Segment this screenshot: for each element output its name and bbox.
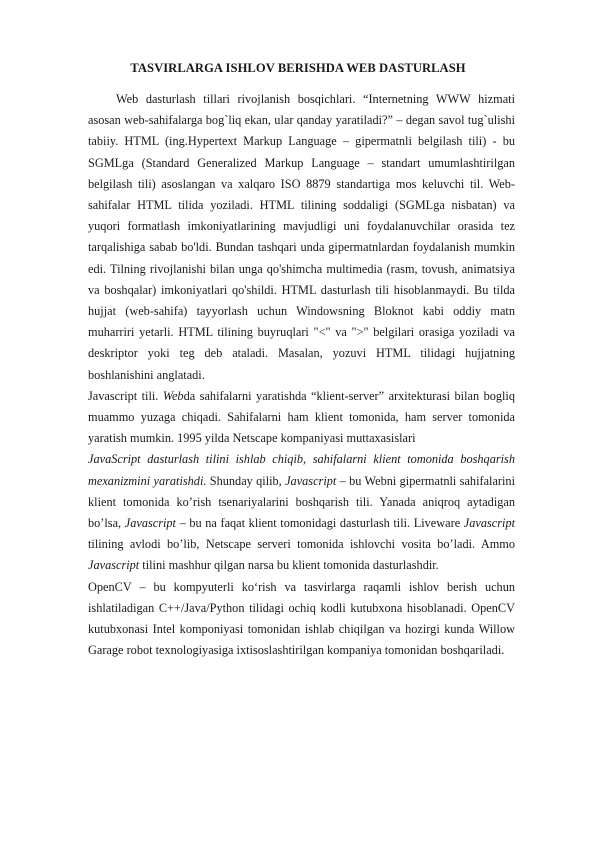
italic-text: Javascript [463,516,516,531]
paragraph-text: – bu Webni gipermatnli sahifalarini klient tomonida ko’rish tsenariyalarini boshqarish tili. Yanada aniqroq aytadigan bo’lsa, [88,473,515,531]
italic-text: Web [162,388,184,403]
paragraph-text: tilini mashhur qilgan narsa bu klient tomonida dasturlashdir. [139,558,439,573]
paragraph-opencv: OpenCV – bu kompyuterli ko‘rish va tasvirlarga raqamli ishlov berish uchun ishlatiladigan C++/Java/Python tilidagi ochiq kodli kutubxona hisoblanadi. OpenCV kutubxonasi Intel komponiyasi tomonidan ishlab chiqilgan va hozirgi kunda Willow Garage robot texnologiyasiga ixtisoslashtirilgan kompaniya tomonidan boshqariladi. [88,579,515,658]
paragraph-text: – bu na faqat klient tomonidagi dasturlash tili. Liveware [175,516,464,531]
document-body [88,89,515,661]
paragraph-javascript-details [88,449,515,576]
paragraph-html: Web dasturlash tillari rivojlanish bosqichlari. “Internetning WWW hizmati asosan web-sahifalarga bog`liq ekan, ular qanday yaratiladi?” – degan savol tug`ulishi tabiiy. HTML (ing.Hypertext Markup Language – gipermatnli belgilash tili) - bu SGMLga (Standard Generalized Markup Language – standart umumlashtirilgan belgilash tili) asoslangan va xalqaro ISO 8879 standartiga mos keluvchi til. Web-sahifalar HTML tilida yoziladi. HTML tilining soddaligi (SGMLga nisbatan) va yuqori formatlash imkoniyatlarining mavjudligi uni foydalanuvchilar orasida tez tarqalishiga sabab bo'ldi. Bundan tashqari unda gipermatnlardan foydalanish mumkin edi. Tilning rivojlanishi bilan unga qo'shimcha multimedia (rasm, tovush, animatsiya va boshqalar) imkoniyatlari qo'shildi. HTML dasturlash tili hisoblanmaydi. Bu tilda hujjat (web-sahifa) tayyorlash uchun Windowsning Bloknot kabi oddiy matn muharriri yetarli. HTML tilining buyruqlari "<" va ">" belgilari orasiga yoziladi va deskriptor yoki teg deb ataladi. Masalan, yozuvi HTML tilidagi hujjatning boshlanishini anglatadi. [88,92,515,382]
document-title: TASVIRLARGA ISHLOV BERISHDA WEB DASTURLASH [130,61,466,75]
italic-text: JavaScript dasturlash tilini ishlab chiqib, sahifalarni klient tomonida boshqarish mexanizmini yaratishdi. [88,452,515,488]
paragraph-text: Javascript tili. [88,388,163,403]
paragraph-javascript-intro [88,386,515,450]
paragraph-text: Shunday qilib, [206,473,286,488]
paragraph-text: tilining avlodi bo’lib, Netscape serveri tomonida ishlovchi vosita bo’ladi. Ammo [88,537,515,552]
paragraph-text: da sahifalarni yaratishda “klient-server” arxitekturasi bilan bogliq muammo yuzaga chiqadi. Sahifalarni ham klient tomonida, ham server tomonida yaratish mumkin. 1995 yilda Netscape kompaniyasi muttaxasislari [88,388,515,446]
italic-text: Javascript [88,558,140,573]
italic-text: Javascript [285,473,337,488]
italic-text: Javascript [124,516,176,531]
